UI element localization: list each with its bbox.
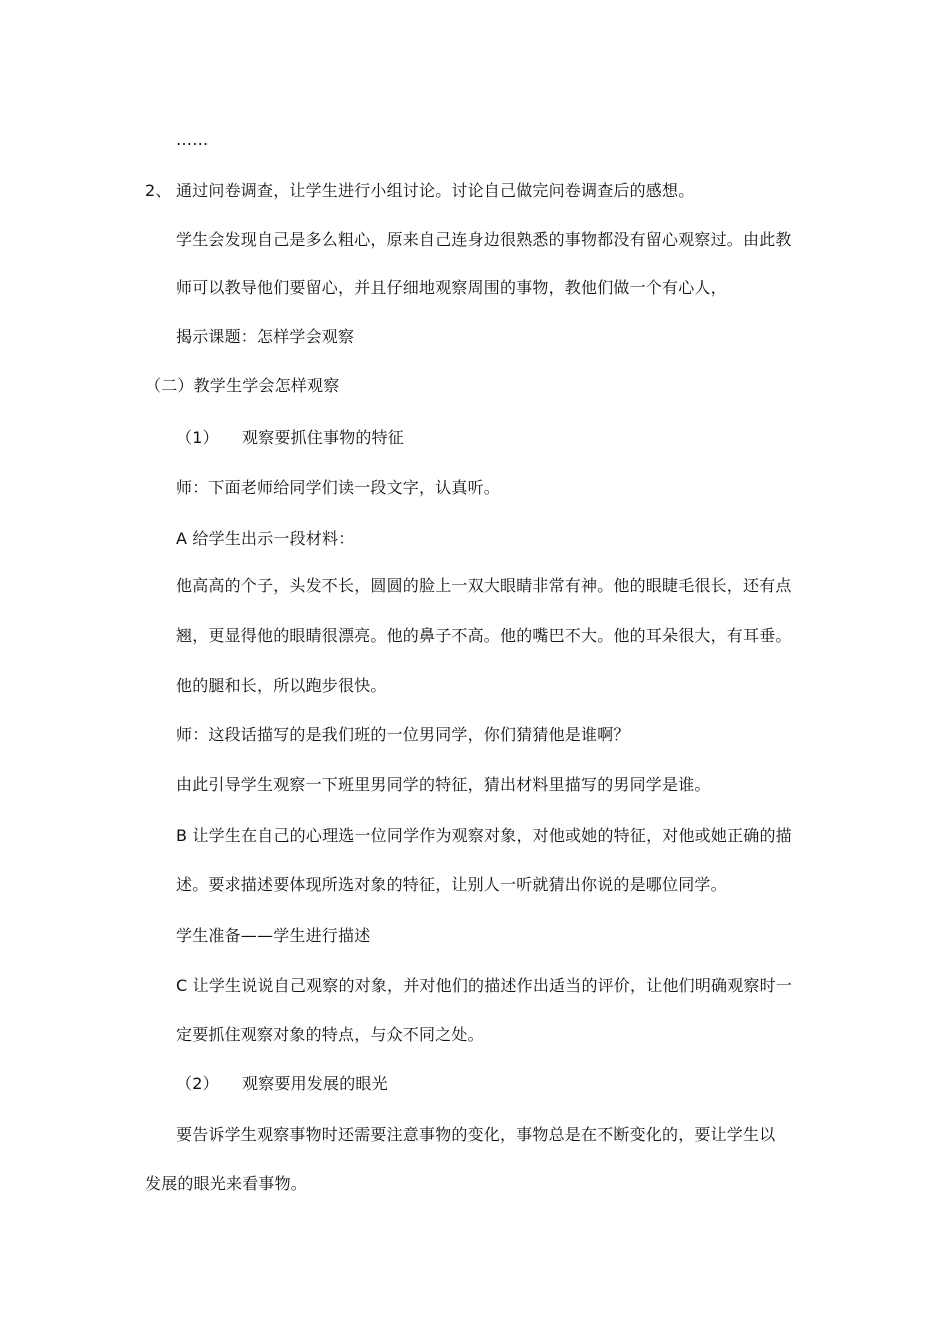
material-c-line: 定要抓住观察对象的特点，与众不同之处。 [176,1025,484,1044]
item-2-number: 2、 [145,181,172,200]
guide-line: 由此引导学生观察一下班里男同学的特征，猜出材料里描写的男同学是谁。 [176,775,711,794]
prep-line: 学生准备——学生进行描述 [176,926,371,945]
material-b-line: B 让学生在自己的心理选一位同学作为观察对象，对他或她的特征，对他或她正确的描 [176,826,792,845]
material-a-heading: A 给学生出示一段材料： [176,529,355,548]
teacher-line: 师：下面老师给同学们读一段文字，认真听。 [176,478,501,497]
material-line: 翘，更显得他的眼睛很漂亮。他的鼻子不高。他的嘴巴不大。他的耳朵很大，有耳垂。 [176,626,792,645]
material-b-line: 述。要求描述要体现所选对象的特征，让别人一听就猜出你说的是哪位同学。 [176,875,727,894]
subsection-2-number: （2） [176,1074,219,1093]
paragraph-line: 师可以教导他们要留心，并且仔细地观察周围的事物，教他们做一个有心人， [176,278,727,297]
subsection-1-title: 观察要抓住事物的特征 [242,428,405,447]
paragraph-line: 发展的眼光来看事物。 [145,1174,308,1193]
paragraph-line: 学生会发现自己是多么粗心，原来自己连身边很熟悉的事物都没有留心观察过。由此教 [176,230,792,249]
subsection-2 [176,1073,388,1095]
ellipsis: …… [176,130,209,149]
paragraph-line: 要告诉学生观察事物时还需要注意事物的变化，事物总是在不断变化的，要让学生以 [176,1125,776,1144]
material-line: 他的腿和长，所以跑步很快。 [176,676,387,695]
item-2 [145,180,694,202]
subsection-2-title: 观察要用发展的眼光 [242,1074,388,1093]
subsection-1 [176,427,404,449]
material-line: 他高高的个子，头发不长，圆圆的脸上一双大眼睛非常有神。他的眼睫毛很长，还有点 [176,576,792,595]
reveal-topic: 揭示课题：怎样学会观察 [176,327,355,346]
item-2-text: 通过问卷调查，让学生进行小组讨论。讨论自己做完问卷调查后的感想。 [176,181,695,200]
teacher-line: 师：这段话描写的是我们班的一位男同学，你们猜猜他是谁啊？ [176,725,630,744]
section-heading-2: （二）教学生学会怎样观察 [145,376,340,395]
subsection-1-number: （1） [176,428,219,447]
material-c-line: C 让学生说说自己观察的对象，并对他们的描述作出适当的评价，让他们明确观察时一 [176,976,793,995]
